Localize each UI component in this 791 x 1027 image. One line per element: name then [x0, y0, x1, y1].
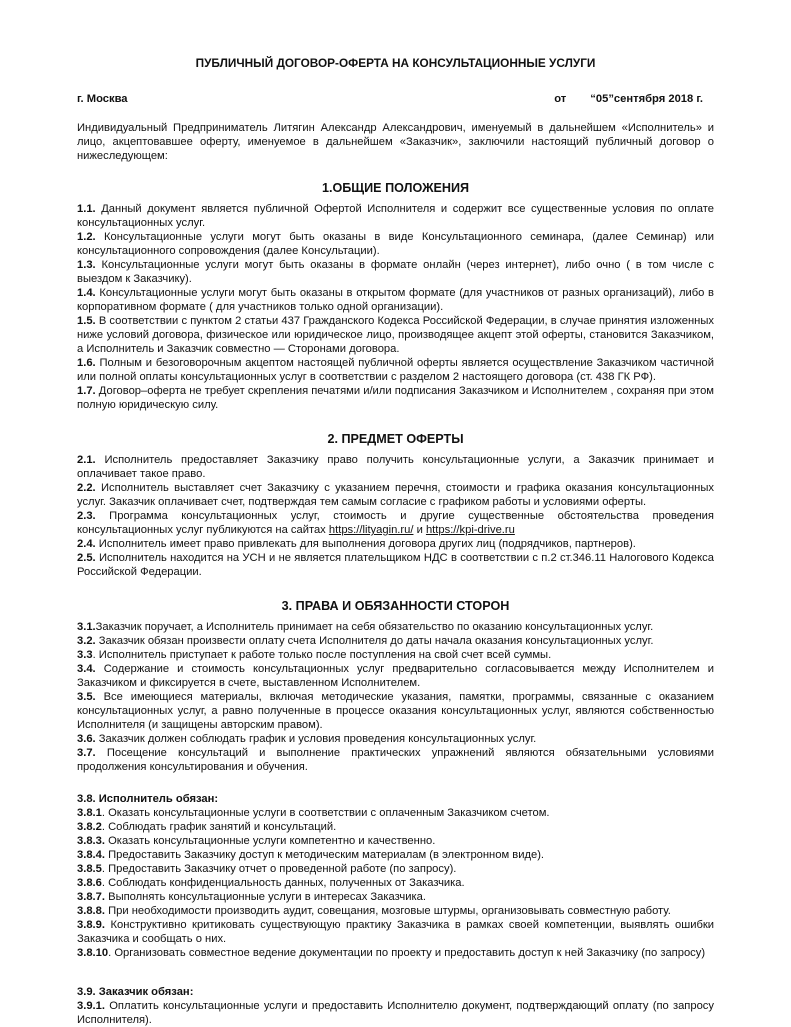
clause [77, 746, 714, 774]
clause-text: Заказчик должен соблюдать график и условия проведения консультационных услуг. [95, 733, 537, 745]
clause-number: 3.8.4. [77, 849, 105, 861]
clause-text: Консультационные услуги могут быть оказаны в формате онлайн (через интернет), либо очно ( в том числе с выездом к Заказчику). [77, 259, 714, 285]
clause-text: . Оказать консультационные услуги в соответствии с оплаченным Заказчиком счетом. [101, 807, 550, 819]
clause-number: 2.2. [77, 482, 96, 494]
clause-number: 1.3. [77, 259, 96, 271]
clause-text: Консультационные услуги могут быть оказаны в открытом формате (для участников от разных организаций), либо в корпоративном формате ( для участников только одной организации). [77, 287, 714, 313]
clause [77, 634, 714, 648]
clause [77, 662, 714, 690]
kpi-drive-site-link[interactable]: https://kpi-drive.ru [425, 524, 515, 536]
clause-text: . Предоставить Заказчику отчет о проведенной работе (по запросу). [101, 863, 457, 875]
clause-number: 3.8.10 [77, 947, 109, 959]
clause-text: При необходимости производить аудит, совещания, мозговые штурмы, организовывать совместную работу. [105, 905, 671, 917]
section-executor-obligations [77, 792, 714, 960]
clause-number: 2.3. [77, 510, 96, 522]
clause-text: Конструктивно критиковать существующую практику Заказчика в рамках своей компетенции, выявлять ошибки Заказчика и сообщать о них. [77, 919, 714, 945]
clause-number: 3.8.5 [77, 863, 102, 875]
section-customer-obligations [77, 985, 714, 1027]
section-rights-obligations [77, 599, 714, 774]
clause-text: Заказчик поручает, а Исполнитель принимает на себя обязательство по оказанию консультационных услуг. [95, 621, 654, 633]
clause [77, 384, 714, 412]
subsection-title: 3.9. Заказчик обязан: [77, 986, 194, 998]
clause-text: . Исполнитель приступает к работе только после поступления на свой счет всей суммы. [92, 649, 552, 661]
clause-text: Программа консультационных услуг, стоимость и другие существенные обстоятельства проведения консультационных услуг публикуются на сайтах [77, 510, 714, 536]
clause-text: . Организовать совместное ведение документации по проекту и предоставить доступ к ней Заказчику (по запросу) [108, 947, 706, 959]
clause [77, 509, 714, 537]
clause-text: Исполнитель находится на УСН и не является плательщиком НДС в соответствии с п.2 ст.346.11 Налогового Кодекса Российской Федерации. [77, 552, 714, 578]
subsection-title: 3.8. Исполнитель обязан: [77, 793, 219, 805]
clause-text: В соответствии с пунктом 2 статьи 437 Гражданского Кодекса Российской Федерации, в случае принятия изложенных ниже условий договора, физическое или юридическое лицо, производящее акцепт этой оферты, становится Заказчиком, а Исполнитель и Заказчик совместно — Сторонами договора. [77, 315, 714, 355]
clause [77, 314, 714, 356]
clause [77, 230, 714, 258]
clause [77, 356, 714, 384]
section-general [77, 181, 714, 412]
clause-text: . Соблюдать конфиденциальность данных, полученных от Заказчика. [101, 877, 465, 889]
clause [77, 904, 714, 918]
section-title: 1.ОБЩИЕ ПОЛОЖЕНИЯ [321, 181, 470, 195]
clause [77, 820, 714, 834]
clause-number: 3.6. [77, 733, 96, 745]
clause [77, 876, 714, 890]
clause-text: Исполнитель предоставляет Заказчику право получить консультационные услуги, а Заказчик принимает и оплачивает такое право. [77, 454, 714, 480]
document-title: ПУБЛИЧНЫЙ ДОГОВОР-ОФЕРТА НА КОНСУЛЬТАЦИОННЫЕ УСЛУГИ [195, 56, 596, 70]
intro-paragraph: Индивидуальный Предприниматель Литягин Александр Александрович, именуемый в дальнейшем «Исполнитель» и лицо, акцептовавшее оферту, именуемое в дальнейшем «Заказчик», заключили настоящий публичный договор о нижеследующем: [77, 122, 714, 162]
clause [77, 848, 714, 862]
clause-text: Исполнитель имеет право привлекать для выполнения договора других лиц (подрядчиков, партнеров). [95, 538, 636, 550]
clause-number: 1.7. [77, 385, 96, 397]
clause [77, 537, 714, 551]
clause-text: Данный документ является публичной Офертой Исполнителя и содержит все существенные условия по оплате консультационных услуг. [77, 203, 714, 229]
clause [77, 258, 714, 286]
clause [77, 890, 714, 904]
clause-number: 3.8.8. [77, 905, 105, 917]
clause-number: 3.8.1 [77, 807, 102, 819]
clause [77, 453, 714, 481]
clause-number: 2.4. [77, 538, 96, 550]
clause-number: 1.5. [77, 315, 96, 327]
clause-number: 3.1. [77, 621, 96, 633]
place-date-row [77, 92, 714, 106]
clause-number: 2.1. [77, 454, 96, 466]
clause-text: Все имеющиеся материалы, включая методические указания, памятки, программы, связанные с оказанием консультационных услуг, а равно полученные в процессе оказания консультационных услуг, являются собственностью Исполнителя (и защищены авторским правом). [77, 691, 714, 731]
clause [77, 732, 714, 746]
clause-number: 1.1. [77, 203, 96, 215]
clause-number: 3.8.2 [77, 821, 102, 833]
clause [77, 918, 714, 946]
clause-text: Договор–оферта не требует скрепления печатями и/или подписания Заказчиком и Исполнителем , сохраняя при этом полную юридическую силу. [77, 385, 714, 411]
clause [77, 481, 714, 509]
section-title: 3. ПРАВА И ОБЯЗАННОСТИ СТОРОН [281, 599, 510, 613]
clause-number: 3.7. [77, 747, 96, 759]
date-prefix: от [554, 93, 567, 105]
date-value: “05”сентября 2018 г. [590, 93, 703, 105]
clause-text: Заказчик обязан произвести оплату счета Исполнителя до даты начала оказания консультационных услуг. [95, 635, 654, 647]
clause-number: 3.8.6 [77, 877, 102, 889]
clause [77, 648, 714, 662]
clause-text: Предоставить Заказчику доступ к методическим материалам (в электронном виде). [105, 849, 545, 861]
city: г. Москва [77, 93, 128, 105]
clause-number: 3.8.9. [77, 919, 105, 931]
clause [77, 690, 714, 732]
clause-number: 3.3 [77, 649, 93, 661]
clause [77, 834, 714, 848]
clause [77, 620, 714, 634]
clause [77, 806, 714, 820]
clause [77, 946, 714, 960]
clause-number: 1.6. [77, 357, 96, 369]
clause-text: Оплатить консультационные услуги и предоставить Исполнителю документ, подтверждающий оплату (по запросу Исполнителя). [77, 1000, 714, 1026]
clause-text: Полным и безоговорочным акцептом настоящей публичной оферты является осуществление Заказчиком частичной или полной оплаты консультационных услуг в соответствии с разделом 2 настоящего договора (ст. 438 ГК РФ). [77, 357, 714, 383]
clause-text: Посещение консультаций и выполнение практических упражнений являются обязательными условиями продолжения консультирования и обучения. [77, 747, 714, 773]
clause-number: 1.2. [77, 231, 96, 243]
clause-number: 3.2. [77, 635, 96, 647]
contract-date [554, 92, 714, 106]
clause-text: Выполнять консультационные услуги в интересах Заказчика. [105, 891, 426, 903]
clause-text: . Соблюдать график занятий и консультаций. [101, 821, 337, 833]
clause-number: 3.8.7. [77, 891, 105, 903]
clause-number: 3.4. [77, 663, 96, 675]
lityagin-site-link[interactable]: https://lityagin.ru/ [328, 524, 414, 536]
clause [77, 999, 714, 1027]
section-title: 2. ПРЕДМЕТ ОФЕРТЫ [327, 432, 464, 446]
clause [77, 202, 714, 230]
clause-number: 3.8.3. [77, 835, 105, 847]
clause [77, 286, 714, 314]
link-separator: и [413, 524, 426, 536]
clause [77, 551, 714, 579]
section-subject [77, 432, 714, 579]
clause [77, 862, 714, 876]
clause-text: Оказать консультационные услуги компетентно и качественно. [105, 835, 436, 847]
clause-text: Содержание и стоимость консультационных услуг предварительно согласовывается между Исполнителем и Заказчиком и фиксируется в счете, выставленном Исполнителем. [77, 663, 714, 689]
clause-text: Консультационные услуги могут быть оказаны в виде Консультационного семинара, (далее Семинар) или консультационного сопровождения (далее Консультации). [77, 231, 714, 257]
clause-number: 2.5. [77, 552, 96, 564]
clause-number: 3.9.1. [77, 1000, 105, 1012]
clause-number: 1.4. [77, 287, 96, 299]
clause-number: 3.5. [77, 691, 96, 703]
clause-text: Исполнитель выставляет счет Заказчику с указанием перечня, стоимости и графика оказания консультационных услуг. Заказчик оплачивает счет, подтверждая тем самым согласие с графиком работы и условиями оферты. [77, 482, 714, 508]
